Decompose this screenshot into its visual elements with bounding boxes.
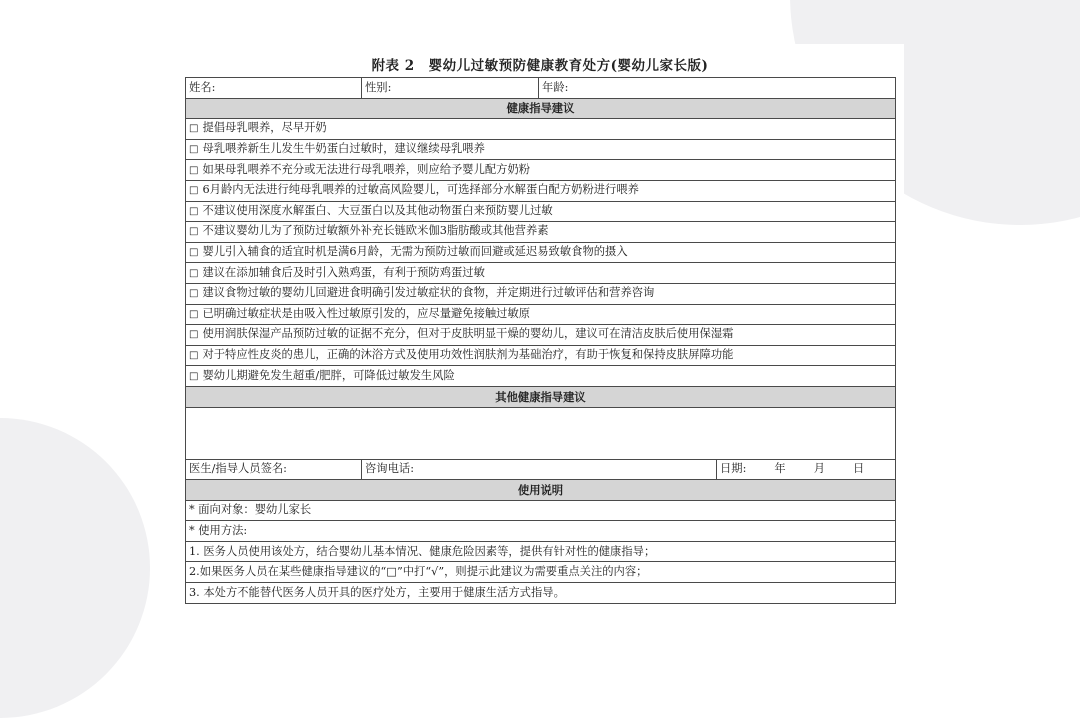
advice-checkbox[interactable]: □ [189, 205, 199, 217]
advice-item [186, 139, 896, 160]
advice-checkbox[interactable]: □ [189, 350, 199, 362]
advice-checkbox[interactable]: □ [189, 164, 199, 176]
advice-checkbox[interactable]: □ [189, 308, 199, 320]
advice-item [186, 325, 896, 346]
advice-row [186, 283, 896, 304]
advice-text: 提倡母乳喂养，尽早开奶 [202, 121, 327, 135]
background-circle-bottom-left [0, 418, 150, 718]
advice-item [186, 242, 896, 263]
section-health-advice: 健康指导建议 [186, 98, 896, 119]
advice-item [186, 366, 896, 387]
usage-row [186, 562, 896, 583]
advice-row [186, 304, 896, 325]
advice-row [186, 263, 896, 284]
advice-item [186, 180, 896, 201]
other-advice-row [186, 407, 896, 459]
usage-method-3: 3. 本处方不能替代医务人员开具的医疗处方，主要用于健康生活方式指导。 [186, 583, 896, 604]
prescription-sheet [176, 44, 904, 599]
advice-row [186, 242, 896, 263]
section-other-advice: 其他健康指导建议 [186, 386, 896, 407]
advice-row [186, 119, 896, 140]
name-field[interactable]: 姓名: [186, 78, 362, 99]
advice-row [186, 160, 896, 181]
usage-row [186, 521, 896, 542]
prescription-table [185, 77, 896, 604]
section-header-row [186, 98, 896, 119]
doctor-signature-field[interactable]: 医生/指导人员签名: [186, 459, 362, 480]
advice-text: 建议在添加辅食后及时引入熟鸡蛋，有利于预防鸡蛋过敏 [202, 265, 485, 279]
advice-checkbox[interactable]: □ [189, 288, 199, 300]
usage-row [186, 541, 896, 562]
advice-text: 不建议婴幼儿为了预防过敏额外补充长链欧米伽3脂肪酸或其他营养素 [202, 224, 549, 238]
phone-field[interactable]: 咨询电话: [362, 459, 717, 480]
advice-checkbox[interactable]: □ [189, 370, 199, 382]
advice-item [186, 160, 896, 181]
advice-row [186, 345, 896, 366]
age-field[interactable]: 年龄: [539, 78, 896, 99]
section-header-row [186, 480, 896, 501]
usage-row [186, 583, 896, 604]
date-year-label: 年 [774, 462, 786, 476]
gender-field[interactable]: 性别: [362, 78, 539, 99]
advice-item [186, 304, 896, 325]
advice-item [186, 263, 896, 284]
advice-text: 婴儿引入辅食的适宜时机是满6月龄，无需为预防过敏而回避或延迟易致敏食物的摄入 [202, 245, 628, 259]
date-field[interactable] [717, 459, 896, 480]
signature-row [186, 459, 896, 480]
advice-text: 已明确过敏症状是由吸入性过敏原引发的，应尽量避免接触过敏原 [202, 306, 531, 320]
advice-row [186, 325, 896, 346]
usage-row [186, 500, 896, 521]
advice-row [186, 139, 896, 160]
advice-item [186, 345, 896, 366]
advice-text: 使用润肤保湿产品预防过敏的证据不充分，但对于皮肤明显干燥的婴幼儿，建议可在清洁皮肤后使用保湿霜 [202, 327, 734, 341]
advice-text: 婴幼儿期避免发生超重/肥胖，可降低过敏发生风险 [202, 368, 455, 382]
advice-checkbox[interactable]: □ [189, 123, 199, 135]
advice-text: 对于特应性皮炎的患儿，正确的沐浴方式及使用功效性润肤剂为基础治疗，有助于恢复和保持皮肤屏障功能 [202, 348, 734, 362]
advice-item [186, 119, 896, 140]
advice-row [186, 201, 896, 222]
info-row [186, 78, 896, 99]
date-day-label: 日 [853, 462, 865, 476]
date-label: 日期: [720, 462, 747, 476]
section-header-row [186, 386, 896, 407]
advice-text: 母乳喂养新生儿发生牛奶蛋白过敏时，建议继续母乳喂养 [202, 142, 485, 156]
usage-method-2: 2.如果医务人员在某些健康指导建议的“□”中打“√”，则提示此建议为需要重点关注的内容； [186, 562, 896, 583]
advice-item [186, 201, 896, 222]
advice-checkbox[interactable]: □ [189, 144, 199, 156]
date-month-label: 月 [813, 462, 826, 476]
advice-row [186, 180, 896, 201]
advice-text: 建议食物过敏的婴幼儿回避进食明确引发过敏症状的食物，并定期进行过敏评估和营养咨询 [202, 286, 655, 300]
advice-checkbox[interactable]: □ [189, 185, 199, 197]
advice-checkbox[interactable]: □ [189, 226, 199, 238]
section-usage: 使用说明 [186, 480, 896, 501]
advice-text: 如果母乳喂养不充分或无法进行母乳喂养，则应给予婴儿配方奶粉 [202, 162, 531, 176]
advice-checkbox[interactable]: □ [189, 247, 199, 259]
advice-text: 6月龄内无法进行纯母乳喂养的过敏高风险婴儿，可选择部分水解蛋白配方奶粉进行喂养 [202, 183, 639, 197]
advice-checkbox[interactable]: □ [189, 267, 199, 279]
usage-target: * 面向对象：婴幼儿家长 [186, 500, 896, 521]
usage-method-1: 1. 医务人员使用该处方，结合婴幼儿基本情况、健康危险因素等，提供有针对性的健康指导； [186, 541, 896, 562]
other-advice-input[interactable] [186, 407, 896, 459]
document-title: 附表 2 婴幼儿过敏预防健康教育处方(婴幼儿家长版) [371, 58, 709, 74]
advice-item [186, 283, 896, 304]
advice-text: 不建议使用深度水解蛋白、大豆蛋白以及其他动物蛋白来预防婴儿过敏 [202, 203, 553, 217]
advice-checkbox[interactable]: □ [189, 329, 199, 341]
advice-row [186, 222, 896, 243]
advice-item [186, 222, 896, 243]
advice-row [186, 366, 896, 387]
usage-method-title: * 使用方法: [186, 521, 896, 542]
